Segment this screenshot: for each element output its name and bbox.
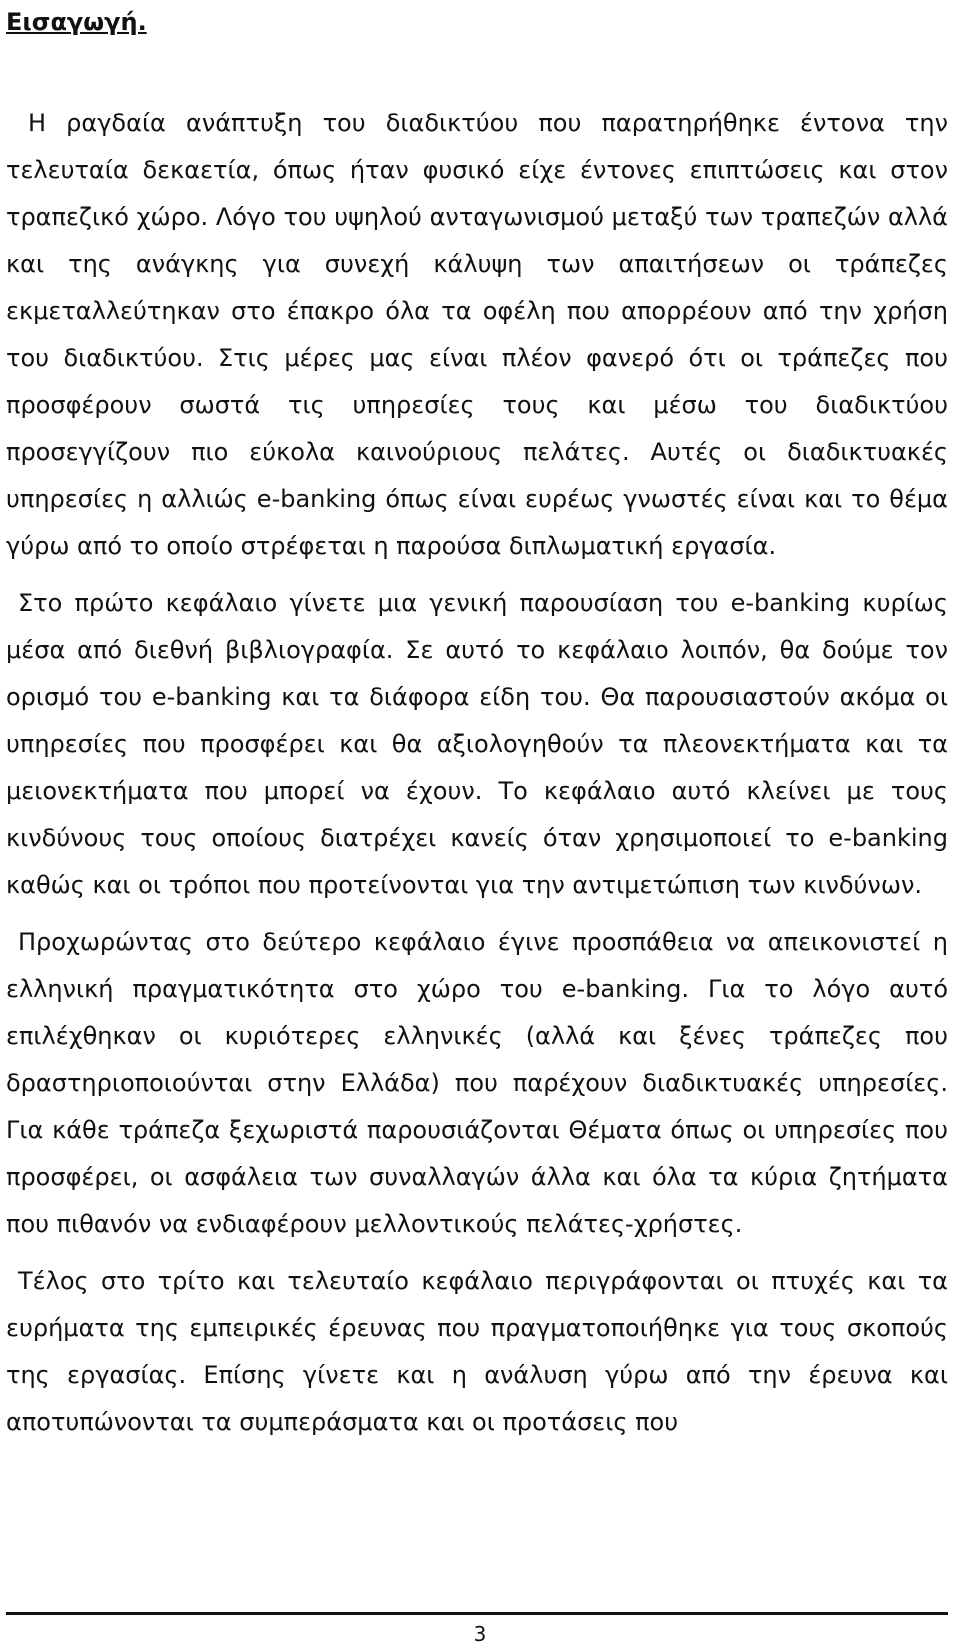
paragraph-chapter-two: Προχωρώντας στο δεύτερο κεφάλαιο έγινε προσπάθεια να απεικονιστεί η ελληνική πραγματικότητα στο χώρο του e-banking. Για το λόγο αυτό επιλέχθηκαν οι κυριότερες ελληνικές (αλλά και ξένες τράπεζες που δραστηριοποιούνται στην Ελλάδα) που παρέχουν διαδικτυακές υπηρεσίες. Για κάθε τράπεζα ξεχωριστά παρουσιάζονται Θέματα όπως οι υπηρεσίες που προσφέρει, οι ασφάλεια των συναλλαγών άλλα και όλα τα κύρια ζητήματα που πιθανόν να ενδιαφέρουν μελλοντικούς πελάτες-χρήστες. [6,928,948,1238]
paragraph-chapter-one: Στο πρώτο κεφάλαιο γίνετε μια γενική παρουσίαση του e-banking κυρίως μέσα από διεθνή βιβλιογραφία. Σε αυτό το κεφάλαιο λοιπόν, θα δούμε τον ορισμό του e-banking και τα διάφορα είδη του. Θα παρουσιαστούν ακόμα οι υπηρεσίες που προσφέρει και θα αξιολογηθούν τα πλεονεκτήματα και τα μειονεκτήματα που μπορεί να έχουν. Το κεφάλαιο αυτό κλείνει με τους κινδύνους τους οποίους διατρέχει κανείς όταν χρησιμοποιεί το e-banking καθώς και οι τρόποι που προτείνονται για την αντιμετώπιση των κινδύνων. [6,589,948,899]
footer-divider [6,1612,948,1615]
paragraph-chapter-three: Τέλος στο τρίτο και τελευταίο κεφάλαιο περιγράφονται οι πτυχές και τα ευρήματα της εμπειρικές έρευνας που πραγματοποιήθηκε για τους σκοπούς της εργασίας. Επίσης γίνετε και η ανάλυση γύρω από την έρευνα και αποτυπώνονται τα συμπεράσματα και οι προτάσεις που [6,1267,948,1436]
document-page [6,0,948,1456]
page-number: 3 [473,1622,487,1646]
paragraph-intro: Η ραγδαία ανάπτυξη του διαδικτύου που παρατηρήθηκε έντονα την τελευταία δεκαετία, όπως ήταν φυσικό είχε έντονες επιπτώσεις και στον τραπεζικό χώρο. Λόγο του υψηλού ανταγωνισμού μεταξύ των τραπεζών αλλά και της ανάγκης για συνεχή κάλυψη των απαιτήσεων οι τράπεζες εκμεταλλεύτηκαν στο έπακρο όλα τα οφέλη που απορρέουν από την χρήση του διαδικτύου. Στις μέρες μας είναι πλέον φανερό ότι οι τράπεζες που προσφέρουν σωστά τις υπηρεσίες τους και μέσω του διαδικτύου προσεγγίζουν πιο εύκολα καινούριους πελάτες. Αυτές οι διαδικτυακές υπηρεσίες η αλλιώς e-banking όπως είναι ευρέως γνωστές είναι και το θέμα γύρω από το οποίο στρέφεται η παρούσα διπλωματική εργασία. [6,109,948,560]
section-heading: Εισαγωγή. [6,8,147,36]
